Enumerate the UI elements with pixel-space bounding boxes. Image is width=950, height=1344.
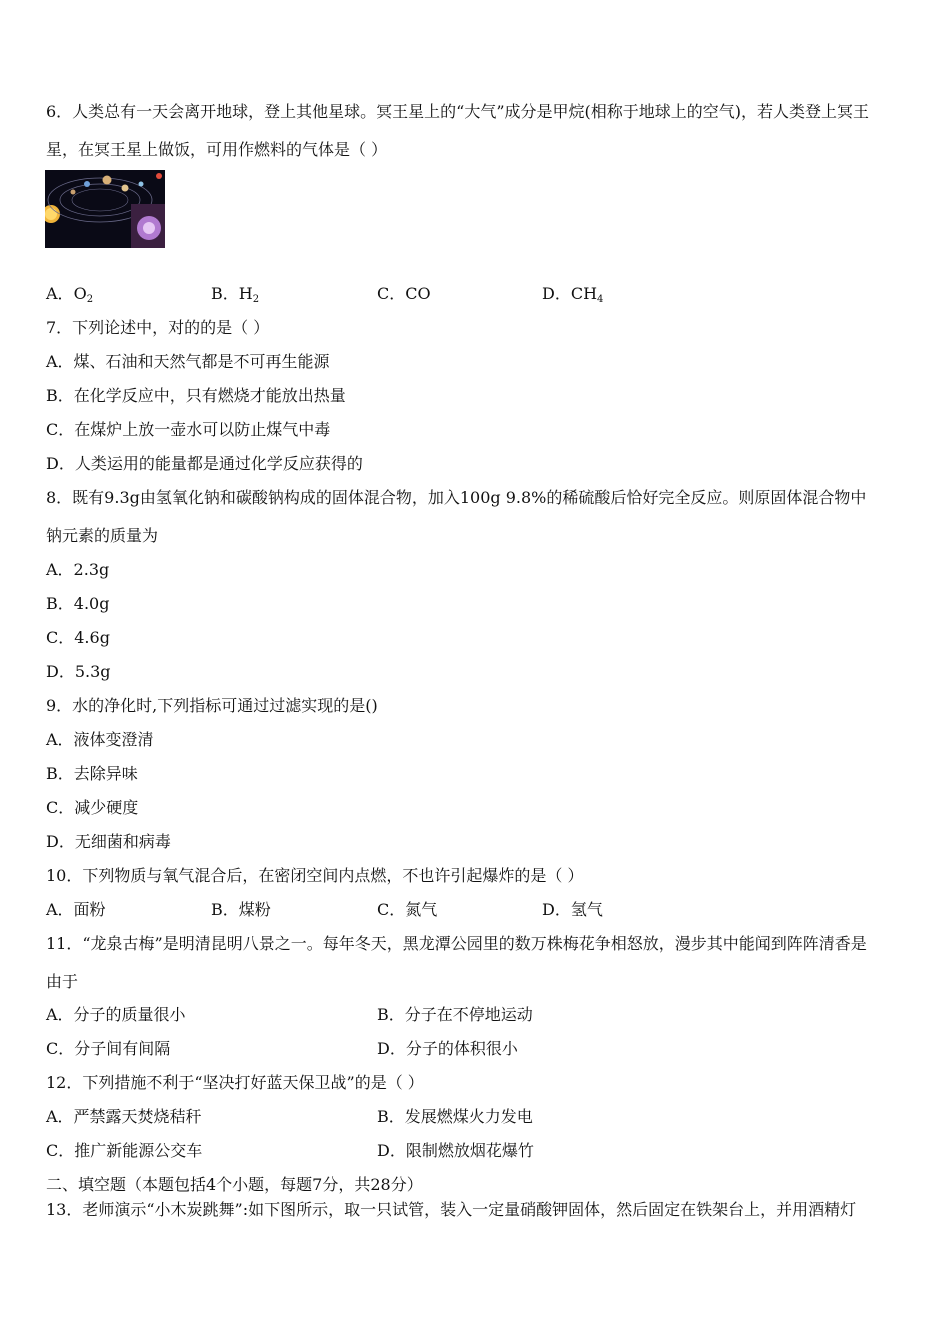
q8-option-a: A．2.3g (46, 560, 110, 579)
q7-option-a: A．煤、石油和天然气都是不可再生能源 (46, 352, 330, 371)
q9-option-a: A．液体变澄清 (46, 730, 154, 749)
q8-option-c: C．4.6g (46, 628, 110, 647)
q12-option-d: D．限制燃放烟花爆竹 (377, 1141, 534, 1160)
q8-option-d: D．5.3g (46, 662, 111, 681)
q8-stem-line2: 钠元素的质量为 (46, 526, 159, 545)
q9-option-d: D．无细菌和病毒 (46, 832, 171, 851)
q7-option-b: B．在化学反应中，只有燃烧才能放出热量 (46, 386, 346, 405)
q10-option-a: A．面粉 (46, 900, 106, 919)
q6-option-a: A．$O_2$ (46, 284, 94, 305)
q9-option-b: B．去除异味 (46, 764, 138, 783)
q11-option-c: C．分子间有间隔 (46, 1039, 171, 1058)
q6-option-d: D．$CH_4$ (542, 284, 604, 305)
q10-option-b: B．煤粉 (211, 900, 271, 919)
q6-stem-line1: 6．人类总有一天会离开地球，登上其他星球。冥王星上的“大气”成分是甲烷(相称于地球上的空气)，若人类登上冥王 (46, 102, 870, 121)
q9-option-c: C．减少硬度 (46, 798, 139, 817)
q11-stem-line2: 由于 (46, 972, 79, 991)
q10-option-c: C．氮气 (377, 900, 438, 919)
q12-option-a: A．严禁露天焚烧秸秆 (46, 1107, 202, 1126)
q7-option-d: D．人类运用的能量都是通过化学反应获得的 (46, 454, 363, 473)
q11-option-d: D．分子的体积很小 (377, 1039, 518, 1058)
q11-option-a: A．分子的质量很小 (46, 1005, 186, 1024)
section-heading: 二、填空题（本题包括4个小题，每题7分，共28分） (46, 1175, 423, 1194)
q10-stem: 10．下列物质与氧气混合后，在密闭空间内点燃，不也许引起爆炸的是（ ） (46, 866, 584, 885)
q6-option-b: B．$H_2$ (211, 284, 260, 305)
q13-stem: 13．老师演示“小木炭跳舞”:如下图所示，取一只试管，装入一定量硝酸钾固体，然后固定在铁架台上，并用酒精灯 (46, 1200, 857, 1219)
q12-option-b: B．发展燃煤火力发电 (377, 1107, 533, 1126)
q8-option-b: B．4.0g (46, 594, 110, 613)
q7-stem: 7．下列论述中，对的的是（ ） (46, 318, 270, 337)
q6-stem-line2: 星，在冥王星上做饭，可用作燃料的气体是（ ） (46, 140, 388, 159)
q7-option-c: C．在煤炉上放一壶水可以防止煤气中毒 (46, 420, 331, 439)
q11-stem-line1: 11．“龙泉古梅”是明清昆明八景之一。每年冬天，黑龙潭公园里的数万株梅花争相怒放，漫步其中能闻到阵阵清香是 (46, 934, 867, 953)
q12-stem: 12．下列措施不利于“坚决打好蓝天保卫战”的是（ ） (46, 1073, 424, 1092)
q6-option-c: C．CO (377, 284, 431, 303)
q11-option-b: B．分子在不停地运动 (377, 1005, 533, 1024)
q12-option-c: C．推广新能源公交车 (46, 1141, 203, 1160)
q9-stem: 9．水的净化时,下列指标可通过过滤实现的是() (46, 696, 378, 715)
solar-system-image (45, 170, 165, 248)
q8-stem-line1: 8．既有9.3g由氢氧化钠和碳酸钠构成的固体混合物，加入100g 9.8%的稀硫酸后恰好完全反应。则原固体混合物中 (46, 488, 867, 507)
q10-option-d: D．氢气 (542, 900, 603, 919)
